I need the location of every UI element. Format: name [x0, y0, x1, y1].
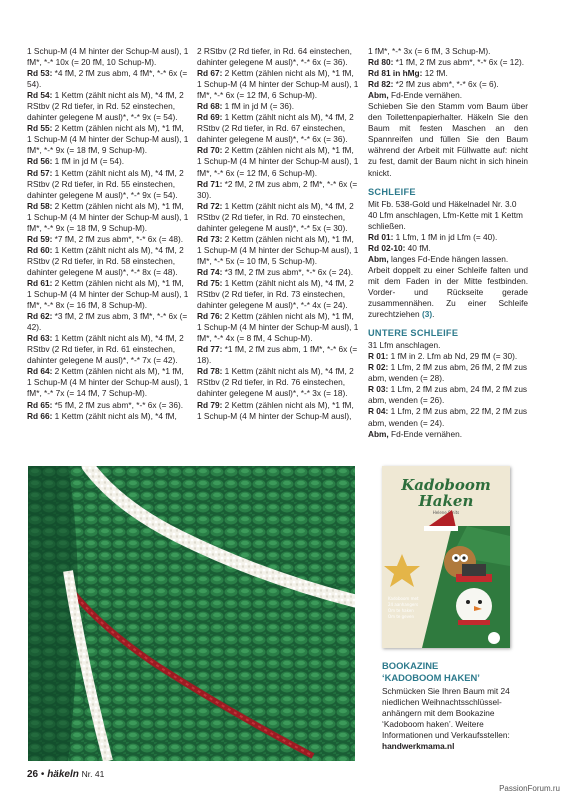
- instruction-paragraph: [368, 79, 528, 90]
- book-blurb-2: 24 aanhangers: [388, 602, 419, 607]
- instruction-paragraph: [368, 199, 528, 232]
- instruction-paragraph: [27, 333, 190, 366]
- round-label: Rd 62:: [27, 311, 53, 322]
- round-label: Rd 58:: [27, 200, 53, 211]
- instruction-text: *2 fM, 2 fM zus abm, 2 fM*, *-* 6x (= 30).: [197, 178, 358, 200]
- round-label: Rd 67:: [197, 68, 223, 79]
- instruction-text: 1 Kettm (zählt nicht als M), *4 fM, 2 RStbv (2 Rd tiefer, in Rd. 55 einstechen, dahinter gelegene M ausl)*, *-* 9x (= 54).: [27, 167, 184, 200]
- instruction-text: langes Fd-Ende hängen lassen.: [388, 253, 509, 264]
- instruction-paragraph: [368, 254, 528, 265]
- instruction-paragraph: [197, 278, 360, 311]
- instruction-paragraph: [368, 384, 528, 406]
- figure-reference: (3): [421, 309, 433, 320]
- instruction-paragraph: [197, 366, 360, 399]
- instruction-paragraph: [27, 400, 190, 411]
- instruction-text: 1 Lfm, 1 fM in jd Lfm (= 40).: [393, 231, 498, 242]
- instruction-paragraph: [197, 311, 360, 344]
- instruction-text: 1 Kettm (zählt nicht als M), *4 fM, 2 RStbv (2 Rd tiefer, in Rd. 70 einstechen, dahinter gelegene M ausl)*, *-* 5x (= 30).: [197, 200, 354, 233]
- instruction-paragraph: [27, 90, 190, 123]
- instruction-paragraph: [368, 101, 528, 178]
- instruction-text: 2 Kettm (zählen nicht als M), *1 fM, 1 Schup-M (4 M hinter der Schup-M ausl), 1 fM*, *-* 5x (= 10 fM, 5 Schup-M).: [197, 233, 359, 266]
- instruction-paragraph: [197, 46, 360, 68]
- book-cover-art: [382, 466, 510, 648]
- round-label: Rd 75:: [197, 277, 223, 288]
- watermark: PassionForum.ru: [499, 784, 560, 793]
- section-heading: UNTERE SCHLEIFE: [368, 328, 459, 339]
- promo-body: Schmücken Sie Ihren Baum mit 24 niedlichen Weihnachtsschlüssel-anhängern mit dem Bookazine ‘Kadoboom haken’. Weitere Informationen und Verkaufsstellen:: [382, 686, 510, 740]
- round-label: Rd 63:: [27, 333, 53, 344]
- instruction-text: 1 Lfm, 2 fM zus abm, 22 fM, 2 fM zus abm, wenden (= 24).: [368, 406, 528, 428]
- round-label: Rd 59:: [27, 233, 53, 244]
- bookazine-cover: [382, 466, 510, 648]
- instruction-paragraph: [197, 145, 360, 178]
- book-title-line2: Haken: [418, 492, 474, 510]
- round-label: Rd 02-10:: [368, 242, 406, 253]
- round-label: Rd 71:: [197, 178, 223, 189]
- instruction-text: 1 Kettm (zählt nicht als M), *4 fM, 2 RStbv (2 Rd tiefer, in Rd. 58 einstechen, dahinter gelegene M ausl)*, *-* 8x (= 48).: [27, 244, 184, 277]
- instruction-paragraph: [27, 278, 190, 311]
- instruction-text: 1 Schup-M (4 M hinter der Schup-M ausl), 1 fM*, *-* 10x (= 20 fM, 10 Schup-M).: [27, 46, 189, 68]
- instruction-paragraph: [27, 123, 190, 156]
- round-label: Rd 53:: [27, 68, 53, 79]
- instruction-text: 2 Kettm (zählen nicht als M), *1 fM, 1 Schup-M (4 M hinter der Schup-M ausl), 1 fM*, *-* 7x (= 14 fM, 7 Schup-M).: [27, 366, 189, 399]
- book-blurb-4: Om te geven: [388, 614, 414, 619]
- round-label: Rd 72:: [197, 200, 223, 211]
- instruction-text: *5 fM, 2 fM zus abm*, *-* 6x (= 36).: [52, 399, 184, 410]
- instruction-text: 1 Lfm, 2 fM zus abm, 26 fM, 2 fM zus abm, wenden (= 28).: [368, 362, 528, 384]
- page-footer: [27, 769, 104, 780]
- text-column-1: [27, 46, 190, 422]
- instruction-text: *3 fM, 2 fM zus abm, 3 fM*, *-* 6x (= 42).: [27, 311, 188, 333]
- instruction-text: 2 RStbv (2 Rd tiefer, in Rd. 64 einstechen, dahinter gelegene M ausl)*, *-* 6x (= 36).: [197, 46, 352, 68]
- instruction-paragraph: [368, 90, 528, 101]
- instruction-text: Mit Fb. 538-Gold und Häkelnadel Nr. 3.0 40 Lfm anschlagen, Lfm-Kette mit 1 Kettm schließen.: [368, 198, 523, 231]
- instruction-paragraph: [368, 362, 528, 384]
- round-label: Rd 66:: [27, 410, 53, 421]
- instruction-paragraph: [27, 311, 190, 333]
- text-column-3: [368, 46, 528, 440]
- instruction-text: 2 Kettm (zählen nicht als M), *1 fM, 1 Schup-M (4 M hinter der Schup-M ausl), 1 fM*, *-* 6x (= 12 fM, 6 Schup-M).: [197, 68, 359, 101]
- instruction-paragraph: [27, 245, 190, 278]
- book-title-line1: Kadoboom: [401, 476, 491, 494]
- instruction-paragraph: [197, 101, 360, 112]
- instruction-text: *7 fM, 2 fM zus abm*, *-* 6x (= 48).: [52, 233, 184, 244]
- round-label: Rd 77:: [197, 344, 223, 355]
- instruction-text: 1 Kettm (zählt nicht als M), *4 fM, 2 RStbv (2 Rd tiefer, in Rd. 61 einstechen, dahinter gelegene M ausl)*, *-* 7x (= 42).: [27, 333, 184, 366]
- instruction-paragraph: [368, 406, 528, 428]
- round-label: Rd 57:: [27, 167, 53, 178]
- instruction-paragraph: [27, 68, 190, 90]
- promo-title-line1: BOOKAZINE: [382, 660, 439, 671]
- instruction-text: *2 fM zus abm*, *-* 6x (= 6).: [393, 79, 499, 90]
- round-label: Rd 82:: [368, 79, 394, 90]
- instruction-paragraph: [27, 201, 190, 234]
- round-label: Rd 78:: [197, 366, 223, 377]
- instruction-paragraph: [27, 366, 190, 399]
- instruction-paragraph: [368, 46, 528, 57]
- instruction-text: 1 Lfm, 2 fM zus abm, 24 fM, 2 fM zus abm, wenden (= 26).: [368, 384, 528, 406]
- round-label: Abm,: [368, 428, 389, 439]
- instruction-paragraph: [27, 46, 190, 68]
- round-label: Abm,: [368, 253, 389, 264]
- text-column-2: [197, 46, 360, 422]
- promo-link[interactable]: handwerkmama.nl: [382, 741, 455, 751]
- instruction-text: *3 fM, 2 fM zus abm*, *-* 6x (= 24).: [222, 266, 354, 277]
- instruction-text: *1 fM, 2 fM zus abm*, *-* 6x (= 12).: [393, 57, 525, 68]
- instruction-paragraph: [368, 232, 528, 243]
- page-number: 26: [27, 769, 39, 780]
- round-label: R 04:: [368, 406, 389, 417]
- round-label: Rd 64:: [27, 366, 53, 377]
- book-blurb-3: Om te haken: [388, 608, 414, 613]
- instruction-text: 31 Lfm anschlagen.: [368, 340, 441, 351]
- instruction-text: 1 fM*, *-* 3x (= 6 fM, 3 Schup-M).: [368, 46, 491, 56]
- round-label: R 03:: [368, 384, 389, 395]
- instruction-text: 1 Kettm (zählt nicht als M), *4 fM, 2 RStbv (2 Rd tiefer, in Rd. 67 einstechen, dahinter gelegene M ausl)*, *-* 6x (= 36).: [197, 112, 354, 145]
- round-label: Rd 56:: [27, 156, 53, 167]
- round-label: Rd 69:: [197, 112, 223, 123]
- instruction-text: 40 fM.: [405, 242, 431, 253]
- round-label: Rd 73:: [197, 233, 223, 244]
- instruction-paragraph: [197, 179, 360, 201]
- instruction-paragraph: [197, 112, 360, 145]
- instruction-text: Fd-Ende vernähen.: [388, 90, 463, 101]
- instruction-text: 12 fM.: [422, 68, 448, 79]
- instruction-text: 1 fM in 2. Lfm ab Nd, 29 fM (= 30).: [388, 351, 518, 362]
- round-label: Rd 74:: [197, 266, 223, 277]
- round-label: Rd 54:: [27, 90, 53, 101]
- instruction-paragraph: [368, 57, 528, 68]
- instruction-text: 1 Kettm (zählt nicht als M), *4 fM,: [52, 410, 177, 421]
- round-label: Rd 60:: [27, 244, 53, 255]
- round-label: Rd 70:: [197, 145, 223, 156]
- instruction-paragraph: [368, 265, 528, 320]
- issue-number: Nr. 41: [81, 769, 105, 779]
- instruction-text: Arbeit doppelt zu einer Schleife falten und mit dem Faden in der Mitte festbinden. Vorder- und Rückseite gerade zusammennähen. Zu einer Schleife zurechtziehen: [368, 264, 528, 320]
- instruction-text: 1 fM in jd M (= 54).: [52, 156, 125, 167]
- instruction-text: 2 Kettm (zählen nicht als M), *1 fM, 1 Schup-M (4 M hinter der Schup-M ausl), 1 fM*, *-* 9x (= 18 fM, 9 Schup-M).: [27, 200, 189, 233]
- instruction-paragraph: [27, 234, 190, 245]
- magazine-name: häkeln: [47, 769, 79, 780]
- promo-title-line2: ‘KADOBOOM HAKEN’: [382, 671, 480, 683]
- instruction-text: Schieben Sie den Stamm vom Baum über den Toilettenpapierhalter. Häkeln Sie den Baum mit festen Maschen an den Spannreifen und füllen Sie den Baum während der Arbeit mit Füllwatte auf: nicht zu fest, damit der Baum nicht in sich hinein knickt.: [368, 101, 528, 178]
- instruction-text: 1 Kettm (zählt nicht als M), *4 fM, 2 RStbv (2 Rd tiefer, in Rd. 52 einstechen, dahinter gelegene M ausl)*, *-* 9x (= 54).: [27, 90, 184, 123]
- round-label: Rd 68:: [197, 101, 223, 112]
- instruction-text: 1 Kettm (zählt nicht als M), *4 fM, 2 RStbv (2 Rd tiefer, in Rd. 73 einstechen, dahinter gelegene M ausl)*, *-* 4x (= 24).: [197, 277, 354, 311]
- section-heading: SCHLEIFE: [368, 186, 416, 197]
- book-blurb-1: Kadoboom met: [388, 596, 419, 601]
- round-label: Rd 55:: [27, 123, 53, 134]
- instruction-text: 2 Kettm (zählen nicht als M), *1 fM, 1 Schup-M (4 M hinter der Schup-M ausl), 1 fM*, *-* 6x (= 12 fM, 6 Schup-M).: [197, 145, 359, 178]
- crochet-tree-photo: [28, 466, 355, 761]
- round-label: Rd 65:: [27, 399, 53, 410]
- instruction-text-end: .: [432, 309, 435, 320]
- footer-bullet: •: [40, 769, 45, 780]
- instruction-paragraph: [197, 234, 360, 267]
- book-author: Helene Smits: [432, 510, 460, 515]
- round-label: Abm,: [368, 90, 389, 101]
- instruction-paragraph: [197, 68, 360, 101]
- instruction-paragraph: [197, 201, 360, 234]
- round-label: Rd 81 in hMg:: [368, 68, 423, 79]
- instruction-paragraph: [368, 351, 528, 362]
- instruction-paragraph: [27, 411, 190, 422]
- instruction-paragraph: [197, 267, 360, 278]
- round-label: R 02:: [368, 362, 389, 373]
- instruction-text: *1 fM, 2 fM zus abm, 1 fM*, *-* 6x (= 18).: [197, 344, 358, 366]
- round-label: R 01:: [368, 351, 389, 362]
- round-label: Rd 01:: [368, 231, 394, 242]
- instruction-paragraph: [368, 429, 528, 440]
- instruction-paragraph: [368, 340, 528, 351]
- instruction-text: 2 Kettm (zählen nicht als M), *1 fM, 1 Schup-M (4 M hinter der Schup-M ausl), 1 fM*, *-* 4x (= 8 fM, 4 Schup-M).: [197, 311, 359, 344]
- instruction-text: 2 Kettm (zählen nicht als M), *1 fM, 1 Schup-M (4 M hinter der Schup-M ausl), 1 fM*, *-* 8x (= 16 fM, 8 Schup-M).: [27, 277, 189, 311]
- instruction-text: 1 Kettm (zählt nicht als M), *4 fM, 2 RStbv (2 Rd tiefer, in Rd. 76 einstechen, dahinter gelegene M ausl)*, *-* 3x (= 18).: [197, 366, 354, 399]
- instruction-text: 2 Kettm (zählen nicht als M), *1 fM, 1 Schup-M (4 M hinter der Schup-M ausl),: [197, 399, 354, 421]
- instruction-paragraph: [368, 68, 528, 79]
- instruction-text: *4 fM, 2 fM zus abm, 4 fM*, *-* 6x (= 54).: [27, 68, 188, 90]
- instruction-paragraph: [27, 156, 190, 167]
- instruction-paragraph: [197, 344, 360, 366]
- instruction-paragraph: [27, 168, 190, 201]
- round-label: Rd 61:: [27, 277, 53, 288]
- round-label: Rd 79:: [197, 399, 223, 410]
- instruction-paragraph: [197, 400, 360, 422]
- round-label: Rd 76:: [197, 311, 223, 322]
- instruction-paragraph: [368, 243, 528, 254]
- instruction-text: 2 Kettm (zählen nicht als M), *1 fM, 1 Schup-M (4 M hinter der Schup-M ausl), 1 fM*, *-* 9x (= 18 fM, 9 Schup-M).: [27, 123, 189, 156]
- instruction-text: Fd-Ende vernähen.: [388, 428, 463, 439]
- bookazine-promo: [382, 660, 532, 752]
- instruction-text: 1 fM in jd M (= 36).: [222, 101, 295, 112]
- round-label: Rd 80:: [368, 57, 394, 68]
